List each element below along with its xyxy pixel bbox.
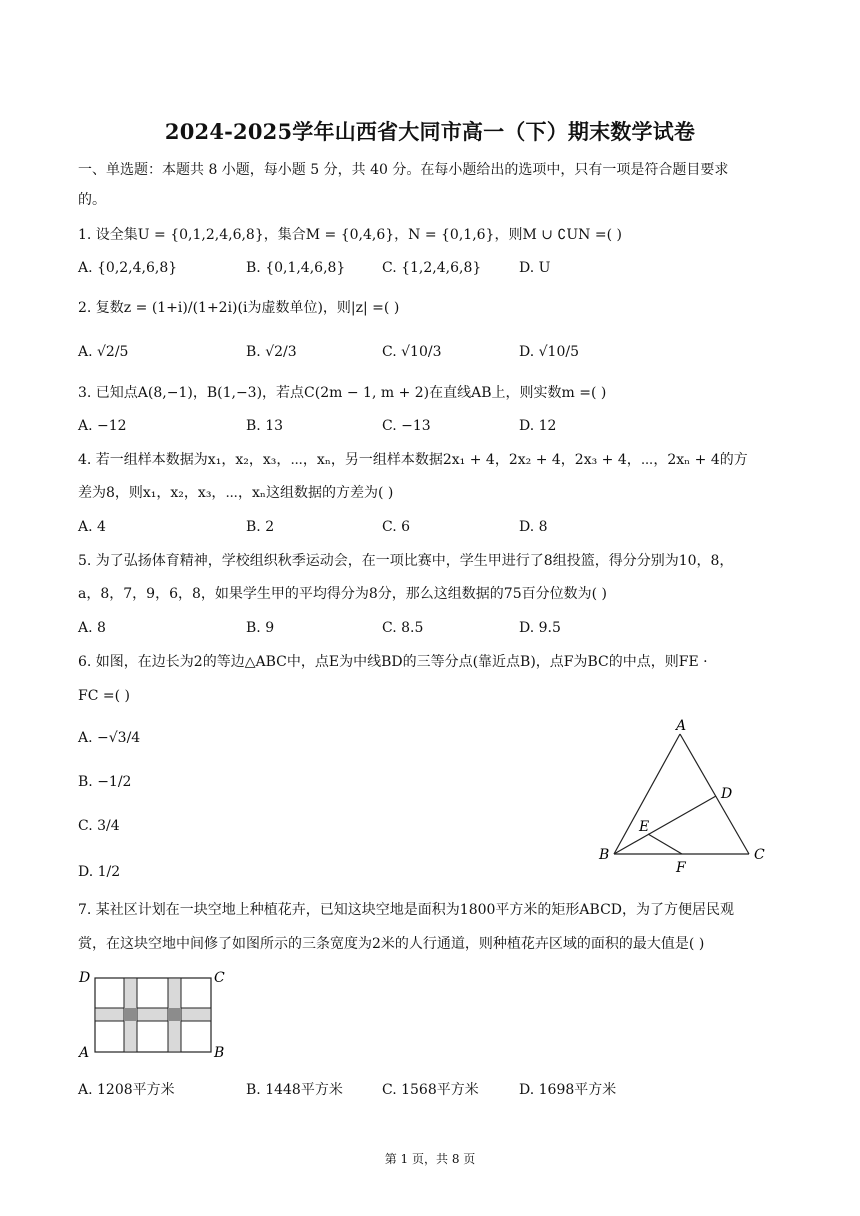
overlap-right <box>168 1008 181 1021</box>
rect-label-c: C <box>214 970 225 986</box>
triangle-figure <box>590 716 780 876</box>
q6-option-a[interactable]: A. −√3/4 <box>78 730 141 746</box>
q6-stem-1: 6. 如图，在边长为2的等边△ABC中，点E为中线BD的三等分点(靠近点B)，点F为BC的中点，则FE · <box>78 654 708 670</box>
q3-stem: 3. 已知点A(8,−1)，B(1,−3)，若点C(2m − 1, m + 2)在直线AB上，则实数m =( ) <box>78 385 607 401</box>
q3-option-a[interactable]: A. −12 <box>78 418 127 434</box>
side-ac <box>680 734 749 854</box>
label-a: A <box>676 718 687 734</box>
q1-option-b[interactable]: B. {0,1,4,6,8} <box>246 260 346 276</box>
path-horizontal <box>95 1008 211 1021</box>
q1-option-c[interactable]: C. {1,2,4,6,8} <box>382 260 482 276</box>
q4-stem-1: 4. 若一组样本数据为x₁，x₂，x₃，⋯，xₙ，另一组样本数据2x₁ + 4，2x₂ + 4，2x₃ + 4，⋯，2xₙ + 4的方 <box>78 452 748 468</box>
q7-stem-2: 赏，在这块空地中间修了如图所示的三条宽度为2米的人行通道，则种植花卉区域的面积的最大值是( ) <box>78 936 705 952</box>
label-d: D <box>721 786 733 802</box>
q5-option-b[interactable]: B. 9 <box>246 620 275 636</box>
q4-option-b[interactable]: B. 2 <box>246 519 275 535</box>
q3-option-b[interactable]: B. 13 <box>246 418 284 434</box>
q5-stem-2: a，8，7，9，6，8，如果学生甲的平均得分为8分，那么这组数据的75百分位数为( ) <box>78 586 607 602</box>
overlap-left <box>124 1008 137 1021</box>
segment-ef <box>648 834 682 854</box>
q7-option-a[interactable]: A. 1208平方米 <box>78 1082 175 1098</box>
q5-option-d[interactable]: D. 9.5 <box>519 620 561 636</box>
q2-option-b[interactable]: B. √2/3 <box>246 344 297 360</box>
rect-label-d: D <box>79 970 91 986</box>
q5-option-a[interactable]: A. 8 <box>78 620 106 636</box>
q2-option-d[interactable]: D. √10/5 <box>519 344 579 360</box>
q7-option-c[interactable]: C. 1568平方米 <box>382 1082 479 1098</box>
label-f: F <box>676 860 686 876</box>
q2-stem: 2. 复数z = (1+i)/(1+2i)(i为虚数单位)，则|z| =( ) <box>78 300 400 316</box>
q6-option-b[interactable]: B. −1/2 <box>78 774 132 790</box>
label-e: E <box>639 819 650 835</box>
rect-label-b: B <box>214 1045 225 1061</box>
q4-option-a[interactable]: A. 4 <box>78 519 106 535</box>
q6-option-c[interactable]: C. 3/4 <box>78 818 120 834</box>
q5-option-c[interactable]: C. 8.5 <box>382 620 424 636</box>
q2-option-a[interactable]: A. √2/5 <box>78 344 129 360</box>
q7-stem-1: 7. 某社区计划在一块空地上种植花卉，已知这块空地是面积为1800平方米的矩形ABCD，为了方便居民观 <box>78 902 735 918</box>
section-heading: 一、单选题：本题共 8 小题，每小题 5 分，共 40 分。在每小题给出的选项中，只有一项是符合题目要求 <box>78 162 729 178</box>
q4-option-c[interactable]: C. 6 <box>382 519 411 535</box>
label-b: B <box>599 847 610 863</box>
q6-option-d[interactable]: D. 1/2 <box>78 864 121 880</box>
q6-stem-2: FC =( ) <box>78 688 130 704</box>
q1-stem: 1. 设全集U = {0,1,2,4,6,8}，集合M = {0,4,6}，N = {0,1,6}，则M ∪ ∁UN =( ) <box>78 227 622 243</box>
section-heading-cont: 的。 <box>78 192 106 208</box>
q1-option-d[interactable]: D. U <box>519 260 551 276</box>
q7-option-d[interactable]: D. 1698平方米 <box>519 1082 617 1098</box>
q2-option-c[interactable]: C. √10/3 <box>382 344 442 360</box>
rectangle-figure <box>76 966 236 1062</box>
q5-stem-1: 5. 为了弘扬体育精神，学校组织秋季运动会，在一项比赛中，学生甲进行了8组投篮，得分分别为10，8， <box>78 553 734 569</box>
rect-label-a: A <box>79 1045 90 1061</box>
label-c: C <box>754 847 765 863</box>
page-title: 2024-2025学年山西省大同市高一（下）期末数学试卷 <box>164 119 696 144</box>
q4-stem-2: 差为8，则x₁，x₂，x₃，⋯，xₙ这组数据的方差为( ) <box>78 485 394 501</box>
q3-option-d[interactable]: D. 12 <box>519 418 557 434</box>
q7-option-b[interactable]: B. 1448平方米 <box>246 1082 343 1098</box>
q1-option-a[interactable]: A. {0,2,4,6,8} <box>78 260 178 276</box>
page-footer: 第 1 页，共 8 页 <box>384 1152 476 1166</box>
q3-option-c[interactable]: C. −13 <box>382 418 431 434</box>
q4-option-d[interactable]: D. 8 <box>519 519 548 535</box>
side-ab <box>614 734 680 854</box>
